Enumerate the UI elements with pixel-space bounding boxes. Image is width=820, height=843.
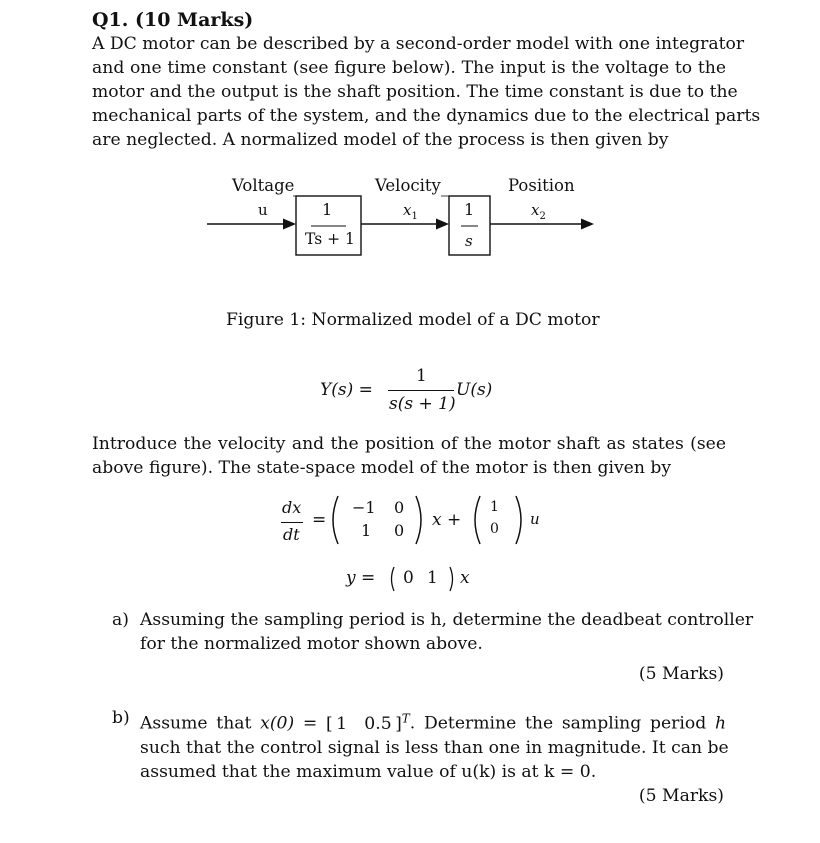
part-a-label: a) — [112, 610, 129, 630]
intro-line: and one time constant (see figure below). The input is the voltage to the — [92, 58, 726, 78]
deriv-numerator: dx — [282, 498, 302, 517]
output-x: x — [460, 568, 470, 588]
part-b-body — [140, 706, 729, 784]
part-b-pre: Assume that — [140, 713, 252, 734]
fraction-bar — [388, 390, 454, 391]
state-intro-paragraph — [92, 432, 726, 480]
part-b-line-1 — [140, 706, 726, 736]
matrix-a-11: −1 — [352, 498, 376, 517]
transfer-denominator: s(s + 1) — [389, 394, 456, 414]
deriv-bar — [281, 522, 303, 523]
output-lhs: y = — [346, 568, 376, 588]
velocity-symbol: $x_1$ — [403, 201, 418, 222]
block1-numerator: 1 — [322, 200, 333, 219]
figure-caption: Figure 1: Normalized model of a DC motor — [226, 310, 600, 330]
intro-line: A DC motor can be described by a second-order model with one integrator — [92, 34, 745, 54]
part-a-marks: (5 Marks) — [638, 664, 724, 684]
part-b-x0: x(0) = — [260, 713, 318, 734]
part-b-line: such that the control signal is less than one in magnitude. It can be — [140, 737, 729, 758]
input-label: Voltage — [232, 176, 295, 195]
part-b-marks: (5 Marks) — [638, 786, 724, 806]
question-title: Q1. (10 Marks) — [92, 9, 254, 31]
matrix-a-brackets — [328, 492, 428, 548]
matrix-c-brackets — [388, 564, 458, 594]
matrix-b-1: 1 — [490, 499, 499, 515]
intro-line: motor and the output is the shaft position. The time constant is due to the — [92, 82, 738, 102]
matrix-b-2: 0 — [490, 521, 499, 537]
matrix-b-brackets — [470, 492, 530, 548]
intro-line: mechanical parts of the system, and the dynamics due to the electrical parts — [92, 106, 761, 126]
velocity-label: Velocity — [375, 176, 441, 195]
state-space-equation — [0, 490, 820, 600]
state-x-plus: x + — [432, 510, 462, 530]
part-a — [112, 608, 754, 656]
intro-line: are neglected. A normalized model of the process is then given by — [92, 130, 669, 150]
input-u: u — [530, 510, 540, 528]
matrix-c-2: 1 — [427, 568, 438, 588]
block2-denominator: s — [465, 232, 473, 250]
equals-sign: = — [312, 510, 327, 530]
transfer-lhs: Y(s) = — [320, 380, 373, 400]
part-a-line: for the normalized motor shown above. — [140, 634, 483, 654]
part-b-post: . Determine the sampling period — [409, 713, 707, 734]
position-label: Position — [508, 176, 575, 195]
part-b-vector: [ 1 0.5 ]$^T$ — [326, 711, 410, 734]
transfer-numerator: 1 — [416, 366, 427, 386]
matrix-a-12: 0 — [394, 498, 405, 517]
part-b-line: assumed that the maximum value of u(k) is at k = 0. — [140, 761, 597, 782]
matrix-a-22: 0 — [394, 521, 405, 540]
part-b-h: h — [714, 713, 727, 734]
transfer-rhs: U(s) — [456, 380, 493, 400]
matrix-a-21: 1 — [361, 521, 372, 540]
block1-denominator: Ts + 1 — [305, 230, 355, 248]
transfer-function — [0, 362, 820, 422]
state-intro-line: Introduce the velocity and the position of the motor shaft as states (see — [92, 434, 726, 454]
part-b-label: b) — [112, 708, 130, 728]
deriv-denominator: dt — [283, 525, 300, 544]
part-a-line: Assuming the sampling period is h, determine the deadbeat controller — [140, 610, 754, 630]
position-symbol: $x_2$ — [531, 201, 546, 222]
input-symbol: u — [258, 201, 268, 219]
part-b — [112, 706, 729, 784]
matrix-c-1: 0 — [403, 568, 414, 588]
block-diagram — [0, 0, 820, 300]
part-a-body — [140, 608, 754, 656]
state-intro-line: above figure). The state-space model of the motor is then given by — [92, 458, 672, 478]
block2-numerator: 1 — [464, 200, 475, 219]
